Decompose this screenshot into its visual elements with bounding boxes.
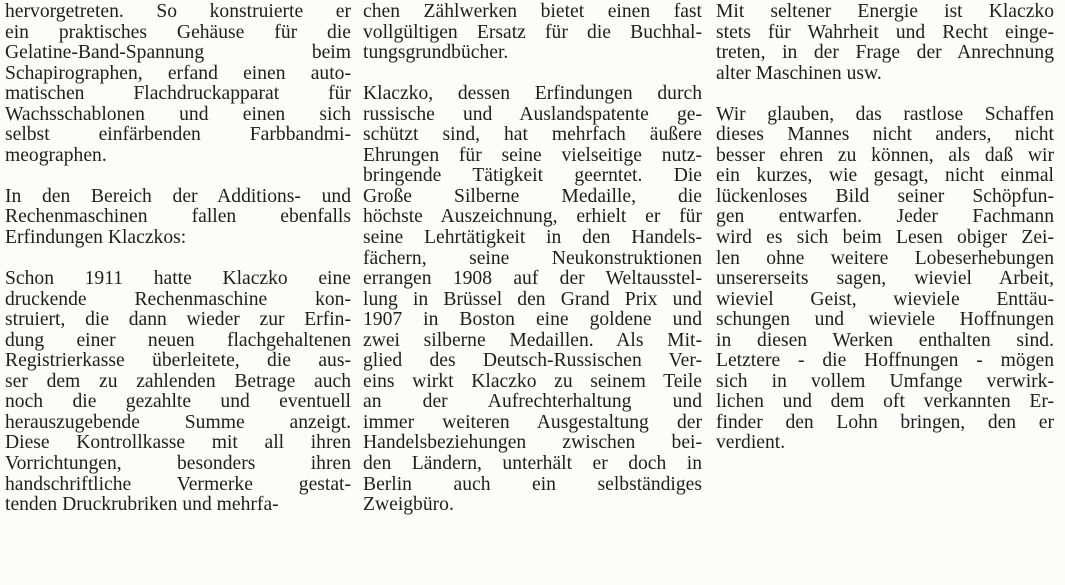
paragraph xyxy=(363,84,702,515)
paragraph-gap xyxy=(363,64,702,85)
text-column-2 xyxy=(363,2,702,516)
paragraph-gap xyxy=(5,249,351,270)
text-line: treten, in der Frage der Anrechnung xyxy=(716,42,1054,64)
paragraph xyxy=(363,2,702,64)
text-line: struiert, die dann wieder zur Erfin- xyxy=(5,309,351,331)
text-line: in diesen Werken enthalten sind. xyxy=(716,329,1054,351)
text-line: Registrierkasse überleitete, die aus- xyxy=(5,350,351,372)
text-line: alter Maschinen usw. xyxy=(716,62,882,84)
text-line: Schapirographen, erfand einen auto- xyxy=(5,62,351,84)
text-line: Schon 1911 hatte Klaczko eine xyxy=(5,268,351,290)
text-line: schützt sind, hat mehrfach äußere xyxy=(363,124,702,146)
text-line: Vorrichtungen, besonders ihren xyxy=(5,453,351,475)
paragraph-gap xyxy=(716,84,1054,105)
text-line: den Ländern, unterhält er doch in xyxy=(363,453,702,475)
text-line: finder den Lohn bringen, den er xyxy=(716,411,1054,433)
text-line: bringende Tätigkeit geerntet. Die xyxy=(363,165,702,187)
text-line: lung in Brüssel den Grand Prix und xyxy=(363,288,702,310)
text-line: Erfindungen Klaczkos: xyxy=(5,227,187,249)
text-line: meographen. xyxy=(5,144,107,166)
text-line: fächern, seine Neukonstruktionen xyxy=(363,247,702,269)
text-line: gen entwarfen. Jeder Fachmann xyxy=(716,206,1054,228)
text-line: Wachsschablonen und einen sich xyxy=(5,103,351,125)
text-line: hervorgetreten. So konstruierte er xyxy=(5,1,351,22)
paragraph xyxy=(5,187,351,249)
text-line: Große Silberne Medaille, die xyxy=(363,185,702,207)
text-line: verdient. xyxy=(716,432,786,454)
paragraph-gap xyxy=(5,166,351,187)
text-line: tenden Druckrubriken und mehrfa- xyxy=(5,494,279,516)
text-line: glied des Deutsch-Russischen Ver- xyxy=(363,350,702,372)
text-line: handschriftliche Vermerke gestat- xyxy=(5,473,351,495)
paragraph xyxy=(5,2,351,166)
text-line: vollgültigen Ersatz für die Buchhal- xyxy=(363,21,702,43)
text-line: wieviel Geist, wieviele Enttäu- xyxy=(716,288,1054,310)
text-line: matischen Flachdruckapparat für xyxy=(5,83,351,105)
paragraph xyxy=(716,105,1054,454)
text-line: besser ehren zu können, als daß wir xyxy=(716,144,1054,166)
text-line: seine Lehrtätigkeit in den Handels- xyxy=(363,227,702,249)
text-line: 1907 in Boston eine goldene und xyxy=(363,309,702,331)
text-line: immer weiteren Ausgestaltung der xyxy=(363,411,702,433)
paragraph xyxy=(716,2,1054,84)
text-line: tungsgrundbücher. xyxy=(363,42,509,64)
text-line: len ohne weitere Lobeserhebungen xyxy=(716,247,1054,269)
text-column-1 xyxy=(5,2,351,516)
text-line: Mit seltener Energie ist Klaczko xyxy=(716,1,1054,22)
text-line: lückenloses Bild seiner Schöpfun- xyxy=(716,185,1054,207)
text-line: Letztere - die Hoffnungen - mögen xyxy=(716,350,1054,372)
text-line: sich in vollem Umfange verwirk- xyxy=(716,370,1054,392)
text-line: lichen und dem oft verkannten Er- xyxy=(716,391,1054,413)
text-line: ein praktisches Gehäuse für die xyxy=(5,21,351,43)
text-line: Wir glauben, das rastlose Schaffen xyxy=(716,103,1054,125)
text-line: höchste Auszeichnung, erhielt er für xyxy=(363,206,702,228)
text-line: noch die gezahlte und eventuell xyxy=(5,391,351,413)
text-line: In den Bereich der Additions- und xyxy=(5,185,351,207)
text-line: ser dem zu zahlenden Betrage auch xyxy=(5,370,351,392)
text-line: chen Zählwerken bietet einen fast xyxy=(363,1,702,22)
text-line: dieses Mannes nicht anders, nicht xyxy=(716,124,1054,146)
text-line: selbst einfärbenden Farbbandmi- xyxy=(5,124,351,146)
text-line: zwei silberne Medaillen. Als Mit- xyxy=(363,329,702,351)
text-line: Zweigbüro. xyxy=(363,494,454,516)
text-line: Klaczko, dessen Erfindungen durch xyxy=(363,83,702,105)
text-line: Diese Kontrollkasse mit all ihren xyxy=(5,432,351,454)
text-line: an der Aufrechterhaltung und xyxy=(363,391,702,413)
text-line: herauszugebende Summe anzeigt. xyxy=(5,411,351,433)
text-line: druckende Rechenmaschine kon- xyxy=(5,288,351,310)
text-line: Ehrungen für seine vielseitige nutz- xyxy=(363,144,702,166)
text-line: eins wirkt Klaczko zu seinem Teile xyxy=(363,370,702,392)
text-line: Berlin auch ein selbständiges xyxy=(363,473,702,495)
text-column-3 xyxy=(716,2,1054,454)
text-line: schungen und wieviele Hoffnungen xyxy=(716,309,1054,331)
text-line: russische und Auslandspatente ge- xyxy=(363,103,702,125)
text-line: Gelatine-Band-Spannung beim xyxy=(5,42,351,64)
text-line: stets für Wahrheit und Recht einge- xyxy=(716,21,1054,43)
text-line: wird es sich beim Lesen obiger Zei- xyxy=(716,227,1054,249)
text-line: errangen 1908 auf der Weltausstel- xyxy=(363,268,702,290)
text-line: Rechenmaschinen fallen ebenfalls xyxy=(5,206,351,228)
paragraph xyxy=(5,269,351,516)
text-line: dung einer neuen flachgehaltenen xyxy=(5,329,351,351)
text-line: unsererseits sagen, wieviel Arbeit, xyxy=(716,268,1054,290)
text-line: ein kurzes, wie gesagt, nicht einmal xyxy=(716,165,1054,187)
text-line: Handelsbeziehungen zwischen bei- xyxy=(363,432,702,454)
